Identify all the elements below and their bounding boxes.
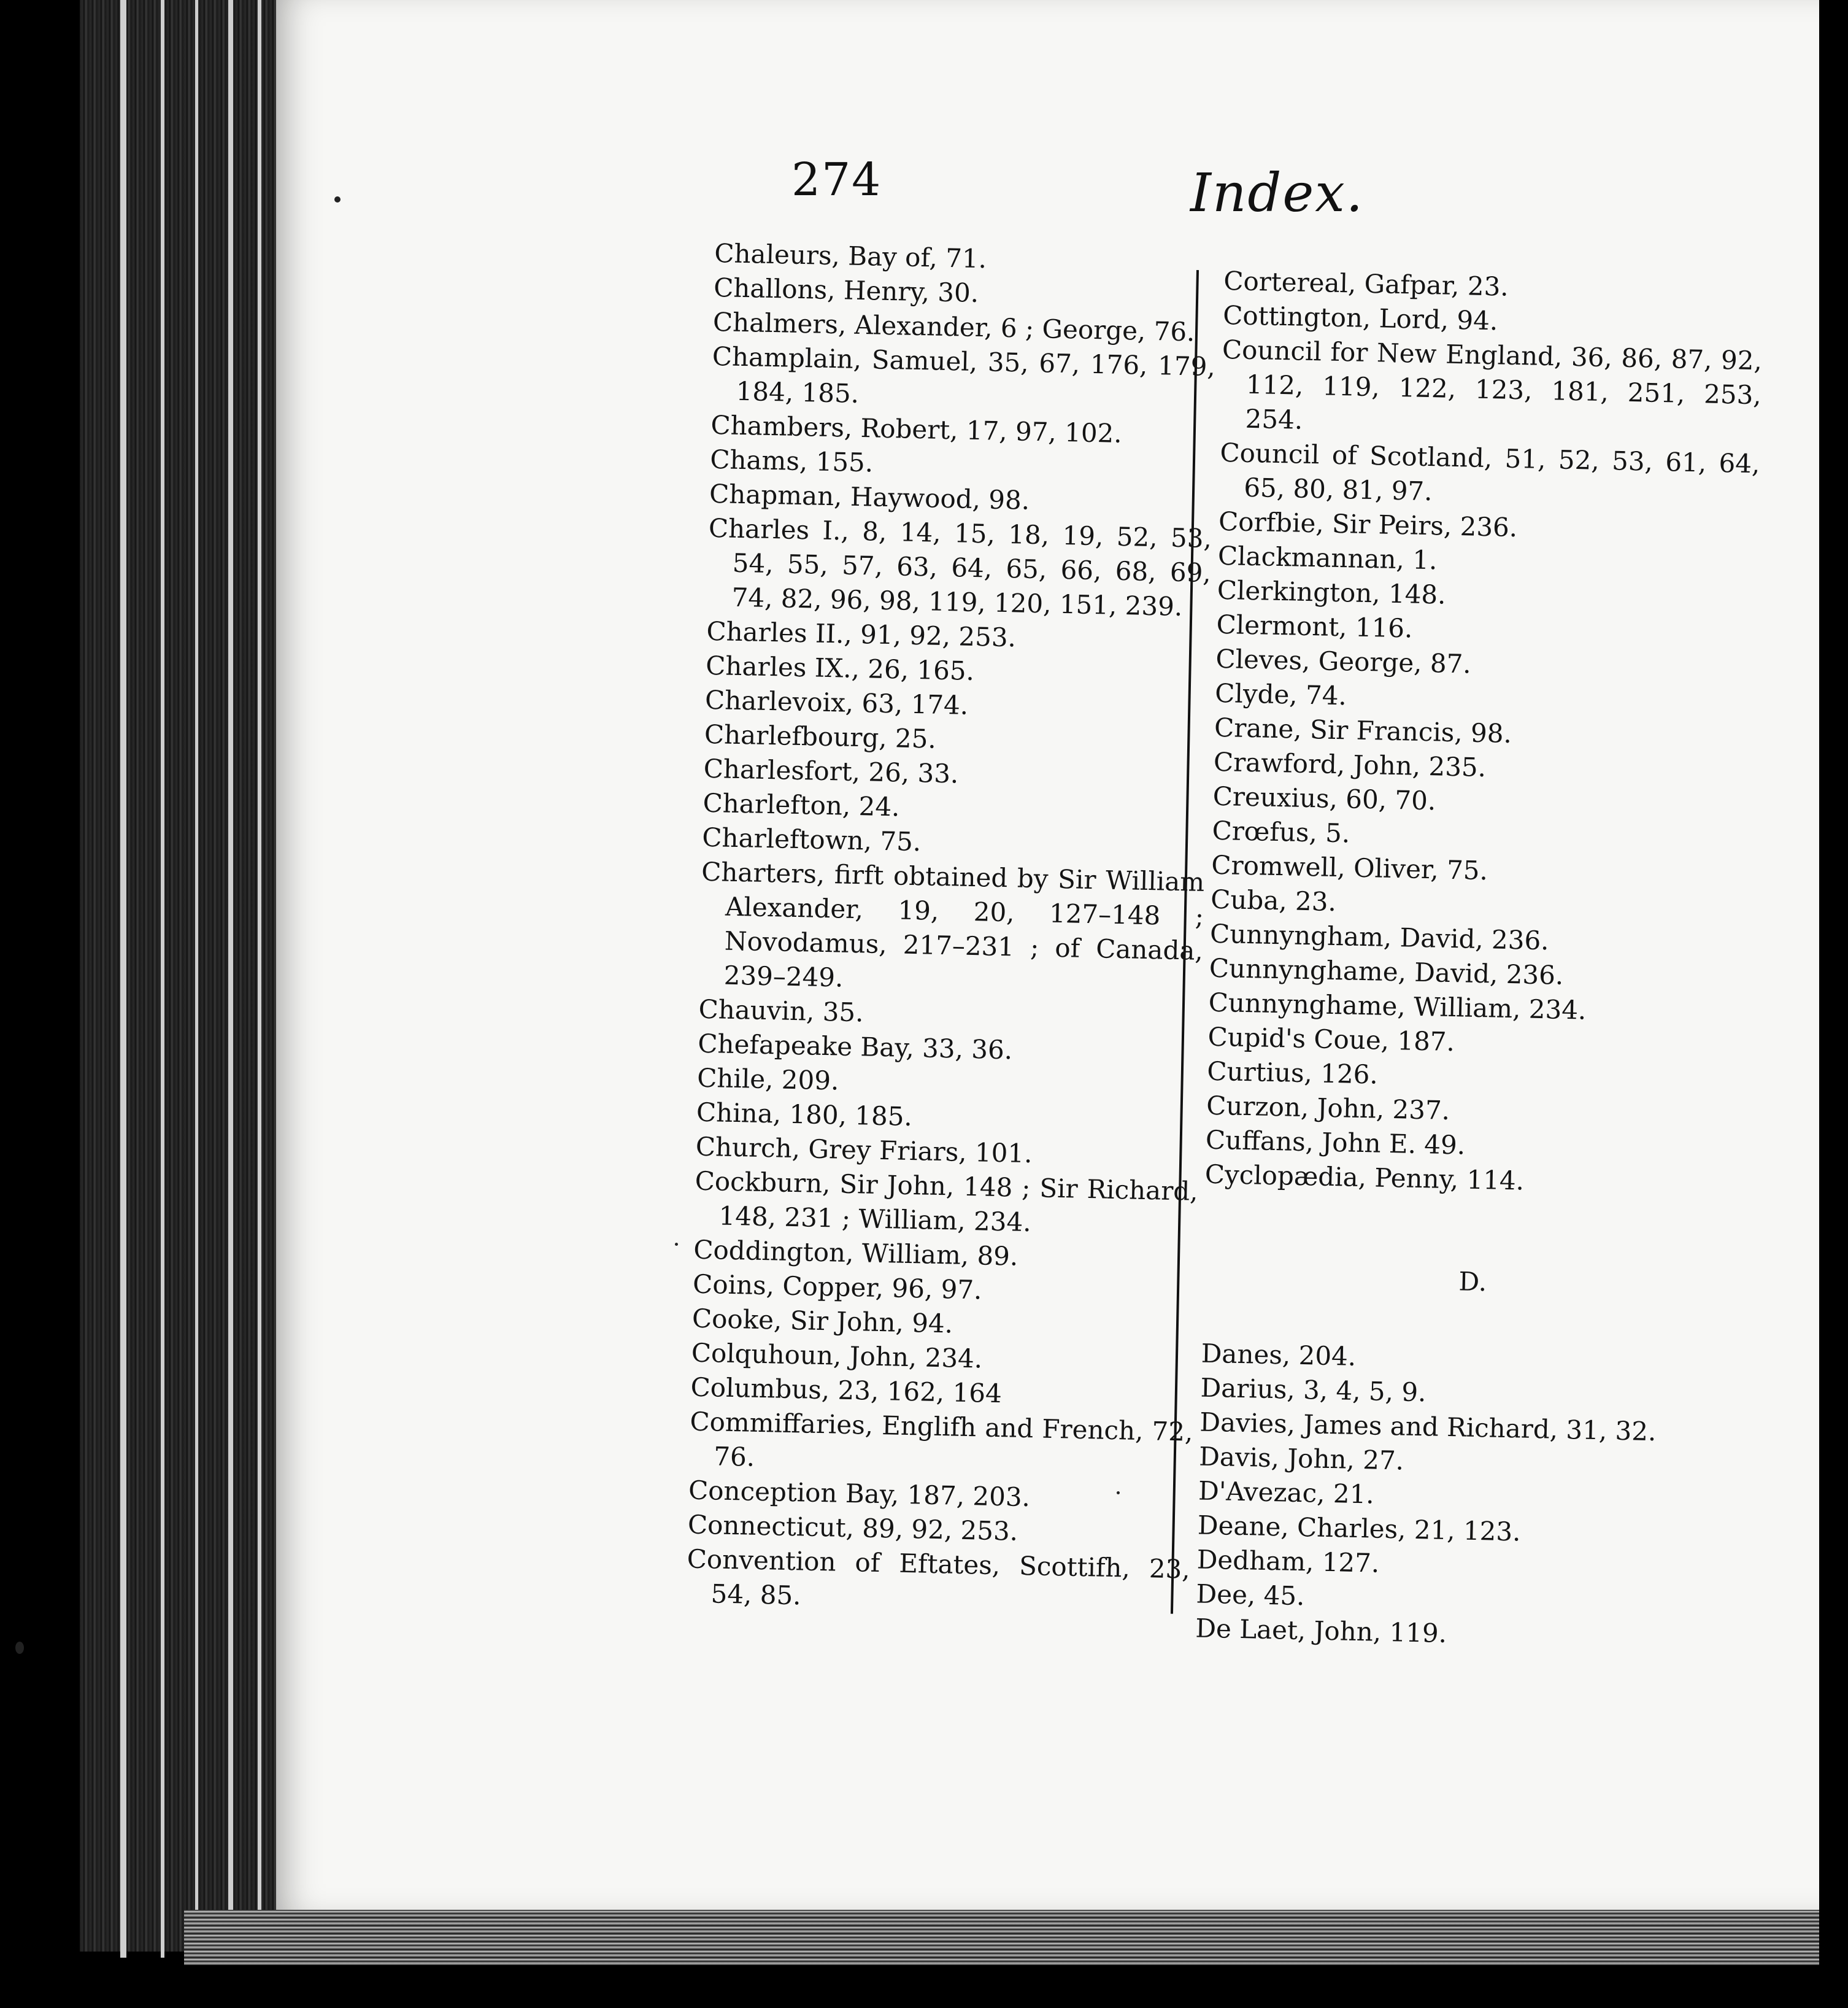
index-entry: Crawford, John, 235. [1213, 746, 1487, 783]
index-entry: Cooke, Sir John, 94. [691, 1303, 953, 1339]
index-entries-d [1195, 1337, 1741, 1657]
page-edge-highlight [161, 0, 164, 1958]
index-entry: Council for New England, 36, 86, 87, 92, 112, 119, 122, 123, 181, 251, 253, 254. [1222, 334, 1763, 435]
book-right-edge [1819, 0, 1848, 2008]
index-entry: Chaleurs, Bay of, 71. [714, 237, 987, 274]
index-entry: Challons, Henry, 30. [713, 272, 979, 309]
index-entry: Clyde, 74. [1214, 678, 1347, 711]
index-entry: Cunnyngham, David, 236. [1209, 918, 1550, 956]
index-entry: Dedham, 127. [1196, 1544, 1380, 1578]
index-entry: Chauvin, 35. [698, 994, 864, 1028]
index-entry: Coddington, William, 89. [693, 1234, 1018, 1272]
index-entry: Cortereal, Gafpar, 23. [1223, 265, 1509, 302]
index-entry: Chile, 209. [696, 1062, 839, 1096]
index-entry: Clackmannan, 1. [1217, 540, 1438, 576]
index-entry: Chalmers, Alexander, 6 ; George, 76. [712, 306, 1195, 347]
index-column-left [686, 236, 1218, 1621]
index-entry: Charlevoix, 63, 174. [704, 684, 969, 720]
index-entry: Deane, Charles, 21, 123. [1197, 1510, 1522, 1547]
index-entry: Cupid's Coue, 187. [1207, 1021, 1455, 1057]
index-entry: Church, Grey Friars, 101. [695, 1131, 1033, 1169]
index-entry: Cottington, Lord, 94. [1222, 299, 1498, 336]
index-entry: Charters, firft obtained by Sir William Alexander, 19, 20, 127–148 ; Novodamus, 217–231 ; of Canada, 239–249. [701, 856, 1205, 993]
index-entry: Danes, 204. [1201, 1338, 1357, 1372]
running-head-title: Index. [1190, 163, 1365, 224]
index-entry: Charlefbourg, 25. [704, 719, 937, 754]
index-entry: Chefapeake Bay, 33, 36. [697, 1028, 1013, 1065]
index-entry: Chams, 155. [709, 444, 874, 478]
page-edge-highlight [258, 0, 261, 1958]
page-edge-highlight [120, 0, 126, 1958]
index-entry: Charles I., 8, 14, 15, 18, 19, 52, 53, 54, 55, 57, 63, 64, 65, 66, 68, 69, 74, 82, 96, 98, 119, 120, 151, 239. [708, 512, 1212, 622]
index-entry: Chapman, Haywood, 98. [709, 478, 1030, 516]
ink-speck [334, 196, 341, 203]
ink-speck [675, 1243, 678, 1246]
index-column-right [1195, 264, 1764, 1657]
index-entry: Cuffans, John E. 49. [1205, 1124, 1466, 1160]
index-entry: Creuxius, 60, 70. [1212, 781, 1436, 816]
index-entry: Cunnynghame, David, 236. [1209, 952, 1564, 990]
index-entry: Corfbie, Sir Peirs, 236. [1218, 506, 1518, 543]
index-entry: Curtius, 126. [1206, 1056, 1379, 1090]
index-entry: Clermont, 116. [1216, 609, 1413, 644]
index-entry: Charles II., 91, 92, 253. [706, 616, 1017, 653]
section-letter-heading: D. [1458, 1266, 1487, 1297]
index-entry: China, 180, 185. [696, 1097, 913, 1132]
ink-speck [15, 1642, 24, 1654]
index-entry: D'Avezac, 21. [1198, 1475, 1375, 1510]
index-entry: Charlefton, 24. [703, 787, 900, 822]
book-page-edges [80, 0, 276, 1952]
index-entry: Convention of Eftates, Scottifh, 23, 54, 85. [687, 1543, 1191, 1611]
index-entry: Cunnynghame, William, 234. [1208, 987, 1587, 1025]
index-entry: Cuba, 23. [1210, 884, 1337, 917]
index-entry: Champlain, Samuel, 35, 67, 176, 179, 184, 185. [712, 341, 1216, 409]
index-entry: Commiffaries, Englifh and French, 72, 76. [690, 1406, 1193, 1472]
book-bottom-edge [184, 1910, 1822, 1965]
index-entry: Cockburn, Sir John, 148 ; Sir Richard, 148, 231 ; William, 234. [695, 1165, 1199, 1238]
index-entry: Charles IX., 26, 165. [705, 650, 975, 687]
page-edge-highlight [195, 0, 198, 1958]
index-entry: Crane, Sir Francis, 98. [1214, 712, 1512, 749]
index-entry: Clerkington, 148. [1217, 574, 1447, 610]
index-entry: Dee, 45. [1196, 1578, 1305, 1612]
index-entry: Cyclopædia, Penny, 114. [1204, 1159, 1525, 1196]
index-entry: Chambers, Robert, 17, 97, 102. [710, 409, 1123, 449]
index-entries-c [1204, 264, 1763, 1203]
index-entry: Columbus, 23, 162, 164 [690, 1372, 1003, 1409]
index-entry: Curzon, John, 237. [1206, 1090, 1450, 1126]
page-edge-highlight [228, 0, 233, 1958]
index-entry: De Laet, John, 119. [1195, 1613, 1447, 1649]
index-entry: Davies, James and Richard, 31, 32. [1199, 1407, 1657, 1447]
page-number: 274 [791, 153, 882, 206]
index-entry: Cromwell, Oliver, 75. [1211, 849, 1488, 886]
index-entry: Conception Bay, 187, 203. [688, 1475, 1031, 1513]
index-entry: Charlesfort, 26, 33. [703, 753, 959, 789]
index-entry: Charleftown, 75. [701, 822, 922, 857]
index-entry: Colquhoun, John, 234. [691, 1337, 983, 1374]
index-entry: Council of Scotland, 51, 52, 53, 61, 64, 65, 80, 81, 97. [1220, 437, 1760, 507]
index-entry: Davis, John, 27. [1198, 1441, 1404, 1476]
index-entry: Connecticut, 89, 92, 253. [687, 1509, 1018, 1547]
index-entry: Darius, 3, 4, 5, 9. [1200, 1372, 1426, 1408]
index-entry: Cleves, George, 87. [1215, 643, 1472, 679]
index-entry: Coins, Copper, 96, 97. [692, 1269, 982, 1305]
index-entry: Crœfus, 5. [1212, 815, 1350, 849]
